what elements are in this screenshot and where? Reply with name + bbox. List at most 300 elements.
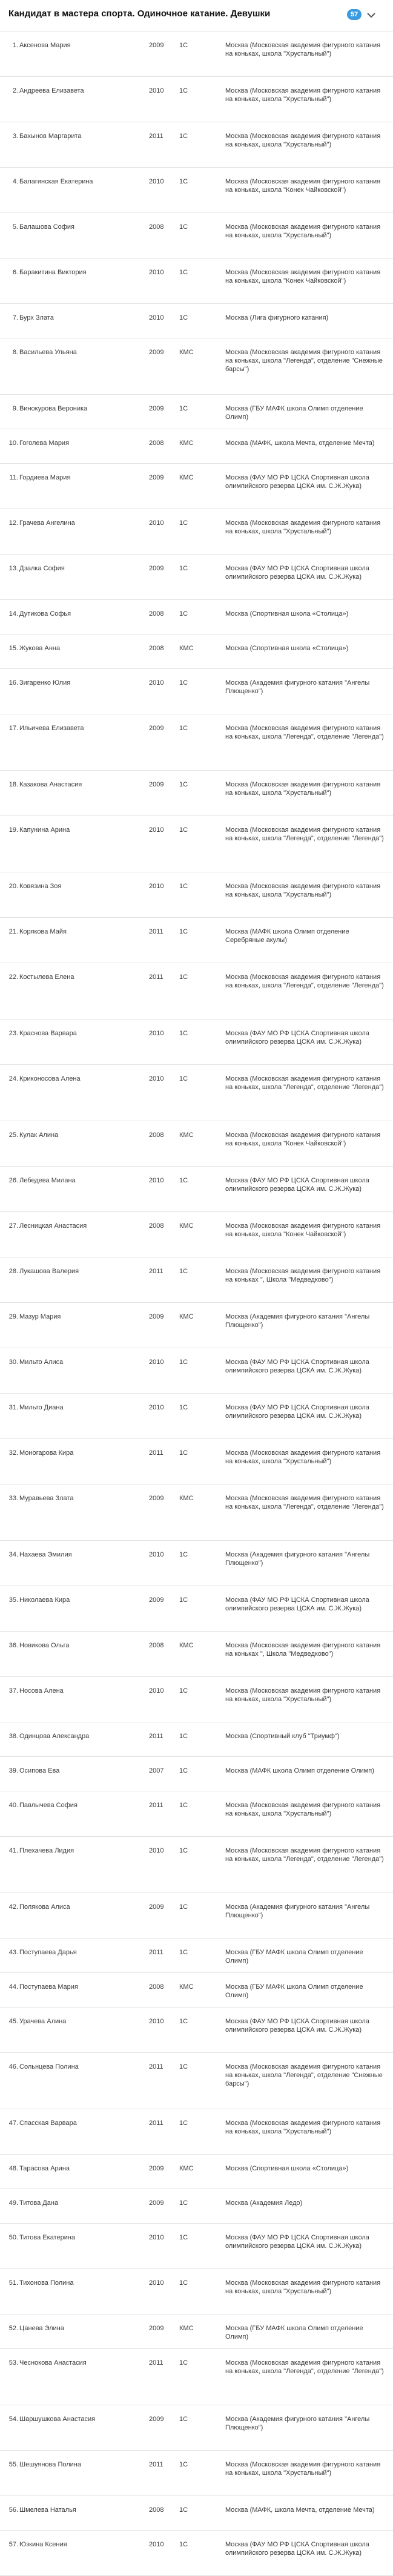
list-item	[0, 1065, 393, 1121]
organization: Москва (Московская академия фигурного катания на коньках, школа "Хрустальный")	[225, 2279, 381, 2295]
list-item	[0, 1939, 393, 1973]
row-number: 5.	[12, 223, 18, 231]
list-item	[0, 1348, 393, 1394]
row-number: 45.	[8, 2018, 18, 2025]
row-number: 16.	[8, 679, 18, 687]
athlete-name: Лебедева Милана	[19, 1177, 76, 1184]
athlete-name: Зигаренко Юлия	[19, 679, 71, 687]
row-number: 48.	[8, 2165, 18, 2172]
birth-year: 2010	[149, 679, 164, 687]
organization: Москва (ГБУ МАФК школа Олимп отделение Олимп)	[225, 405, 363, 421]
birth-year: 2010	[149, 1359, 164, 1366]
sport-rank: 1С	[179, 314, 188, 321]
athlete-name: Цанева Элина	[19, 2325, 64, 2332]
sport-rank: 1С	[179, 928, 188, 935]
list-item	[0, 1121, 393, 1167]
athlete-name: Сольнцева Полина	[19, 2063, 79, 2070]
row-number: 36.	[8, 1642, 18, 1649]
row-number: 46.	[8, 2063, 18, 2070]
row-number: 37.	[8, 1687, 18, 1695]
list-item	[0, 2451, 393, 2496]
row-number: 49.	[8, 2199, 18, 2207]
sport-rank: 1С	[179, 87, 188, 94]
sport-rank: 1С	[179, 42, 188, 49]
birth-year: 2009	[149, 1313, 164, 1320]
row-number: 22.	[8, 973, 18, 981]
birth-year: 2011	[149, 1949, 163, 1956]
athlete-name: Винокурова Вероника	[19, 405, 88, 412]
athlete-name: Новикова Ольга	[19, 1642, 70, 1649]
sport-rank: 1С	[179, 1767, 188, 1774]
row-number: 35.	[8, 1596, 18, 1604]
sport-rank: 1С	[179, 223, 188, 231]
sport-rank: 1С	[179, 269, 188, 276]
organization: Москва (Московская академия фигурного катания на коньках, школа "Хрустальный")	[225, 2461, 381, 2477]
organization: Москва (Московская академия фигурного катания на коньках, школа "Легенда", отделение "Легенда")	[225, 973, 384, 989]
row-number: 3.	[12, 133, 18, 140]
birth-year: 2011	[149, 2359, 163, 2367]
organization: Москва (Московская академия фигурного катания на коньках, школа "Хрустальный")	[225, 1687, 381, 1703]
athlete-name: Казакова Анастасия	[19, 781, 82, 788]
list-item	[0, 1394, 393, 1439]
sport-rank: 1С	[179, 565, 188, 572]
row-number: 10.	[8, 440, 18, 447]
row-number: 7.	[12, 314, 18, 321]
birth-year: 2011	[149, 2120, 163, 2127]
organization: Москва (Московская академия фигурного катания на коньках, школа "Хрустальный")	[225, 1449, 381, 1465]
birth-year: 2011	[149, 1802, 163, 1809]
list-item	[0, 2531, 393, 2576]
organization: Москва (Академия Ледо)	[225, 2199, 303, 2207]
birth-year: 2009	[149, 474, 164, 481]
athlete-name: Титова Екатерина	[19, 2234, 76, 2241]
birth-year: 2008	[149, 1132, 164, 1139]
list-item	[0, 872, 393, 918]
sport-rank: 1С	[179, 610, 188, 618]
athlete-name: Полякова Алиса	[19, 1903, 70, 1911]
birth-year: 2011	[149, 928, 163, 935]
birth-year: 2010	[149, 87, 164, 94]
organization: Москва (МАФК школа Олимп отделение Олимп)	[225, 1767, 374, 1774]
athlete-name: Лукашова Валерия	[19, 1268, 79, 1275]
sport-rank: КМС	[179, 440, 194, 447]
organization: Москва (Академия фигурного катания "Ангелы Плющенко")	[225, 1551, 370, 1567]
athlete-name: Бурх Злата	[19, 314, 54, 321]
organization: Москва (Московская академия фигурного катания на коньках, школа "Легенда", отделение "Легенда")	[225, 1075, 384, 1091]
list-item	[0, 714, 393, 771]
athlete-name: Спасская Варвара	[19, 2120, 77, 2127]
sport-rank: КМС	[179, 474, 194, 481]
row-number: 1.	[12, 42, 18, 49]
sport-rank: КМС	[179, 349, 194, 356]
birth-year: 2011	[149, 973, 163, 981]
list-item	[0, 1439, 393, 1484]
athlete-name: Нахаева Эмилия	[19, 1551, 72, 1558]
athlete-name: Баракитина Виктория	[19, 269, 87, 276]
row-number: 51.	[8, 2279, 18, 2287]
list-item	[0, 464, 393, 509]
athlete-name: Поступаева Мария	[19, 1983, 78, 1991]
athlete-name: Бахынов Маргарита	[19, 133, 82, 140]
sport-rank: 1С	[179, 1030, 188, 1037]
sport-rank: 1С	[179, 2461, 188, 2468]
row-number: 29.	[8, 1313, 18, 1320]
athlete-name: Дзалка София	[19, 565, 65, 572]
row-number: 57.	[8, 2541, 18, 2548]
organization: Москва (Лига фигурного катания)	[225, 314, 329, 321]
row-number: 23.	[8, 1030, 18, 1037]
birth-year: 2011	[149, 1733, 163, 1740]
athlete-name: Ильичева Елизавета	[19, 725, 84, 732]
row-number: 25.	[8, 1132, 18, 1139]
athlete-name: Криконосова Алена	[19, 1075, 81, 1082]
sport-rank: 1С	[179, 725, 188, 732]
birth-year: 2009	[149, 2325, 164, 2332]
sport-rank: 1С	[179, 2063, 188, 2070]
count-badge: 57	[347, 9, 362, 20]
sport-rank: 1С	[179, 2416, 188, 2423]
birth-year: 2009	[149, 2199, 164, 2207]
birth-year: 2011	[149, 1449, 163, 1457]
list-item	[0, 2314, 393, 2349]
athlete-name: Поступаева Дарья	[19, 1949, 77, 1956]
organization: Москва (ФАУ МО РФ ЦСКА Спортивная школа олимпийского резерва ЦСКА им. С.Ж.Жука)	[225, 2018, 369, 2034]
organization: Москва (Московская академия фигурного катания на коньках, школа "Легенда", отделение "Легенда")	[225, 1847, 384, 1863]
sport-rank: 1С	[179, 679, 188, 687]
sport-rank: КМС	[179, 1642, 194, 1649]
birth-year: 2010	[149, 826, 164, 834]
row-number: 41.	[8, 1847, 18, 1854]
sport-rank: КМС	[179, 645, 194, 652]
sport-rank: КМС	[179, 1983, 194, 1991]
list-item	[0, 600, 393, 634]
birth-year: 2010	[149, 1404, 164, 1411]
list-item	[0, 2189, 393, 2224]
birth-year: 2008	[149, 440, 164, 447]
row-number: 30.	[8, 1359, 18, 1366]
athlete-name: Аксенова Мария	[19, 42, 71, 49]
sport-rank: 1С	[179, 405, 188, 412]
athlete-name: Тихонова Полина	[19, 2279, 74, 2287]
sport-rank: 1С	[179, 2279, 188, 2287]
organization: Москва (Академия фигурного катания "Ангелы Плющенко")	[225, 1903, 370, 1919]
sport-rank: 1С	[179, 826, 188, 834]
athlete-name: Балагинская Екатерина	[19, 178, 93, 185]
sport-rank: 1С	[179, 1404, 188, 1411]
list-item	[0, 1791, 393, 1837]
athlete-name: Моногарова Кира	[19, 1449, 74, 1457]
row-number: 38.	[8, 1733, 18, 1740]
birth-year: 2008	[149, 1642, 164, 1649]
list-item	[0, 2008, 393, 2053]
birth-year: 2008	[149, 2506, 164, 2514]
birth-year: 2009	[149, 781, 164, 788]
sport-rank: КМС	[179, 1222, 194, 1230]
organization: Москва (МАФК, школа Мечта, отделение Мечта)	[225, 2506, 375, 2514]
organization: Москва (Московская академия фигурного катания на коньках, школа "Конек Чайковской")	[225, 1222, 381, 1238]
list-item	[0, 1893, 393, 1939]
row-number: 34.	[8, 1551, 18, 1558]
sport-rank: 1С	[179, 519, 188, 527]
row-number: 47.	[8, 2120, 18, 2127]
list-item	[0, 1757, 393, 1791]
birth-year: 2010	[149, 519, 164, 527]
athlete-name: Гоголева Мария	[19, 440, 70, 447]
athlete-name: Корякова Майя	[19, 928, 67, 935]
birth-year: 2011	[149, 1268, 163, 1275]
athlete-name: Андреева Елизавета	[19, 87, 84, 94]
birth-year: 2010	[149, 883, 164, 890]
row-number: 14.	[8, 610, 18, 618]
sport-rank: КМС	[179, 2325, 194, 2332]
organization: Москва (Московская академия фигурного катания на коньках, школа "Хрустальный")	[225, 133, 381, 148]
row-number: 40.	[8, 1802, 18, 1809]
birth-year: 2010	[149, 1687, 164, 1695]
sport-rank: КМС	[179, 2165, 194, 2172]
list-item	[0, 31, 393, 77]
sport-rank: 1С	[179, 1949, 188, 1956]
list-item	[0, 1484, 393, 1541]
organization: Москва (ГБУ МАФК школа Олимп отделение Олимп)	[225, 1949, 363, 1965]
row-number: 39.	[8, 1767, 18, 1774]
birth-year: 2007	[149, 1767, 164, 1774]
athlete-name: Жукова Анна	[19, 645, 61, 652]
organization: Москва (ФАУ МО РФ ЦСКА Спортивная школа олимпийского резерва ЦСКА им. С.Ж.Жука)	[225, 2234, 369, 2250]
list-item	[0, 2053, 393, 2109]
birth-year: 2009	[149, 405, 164, 412]
row-number: 11.	[9, 474, 18, 481]
birth-year: 2008	[149, 1222, 164, 1230]
organization: Москва (Московская академия фигурного катания на коньках, школа "Хрустальный")	[225, 42, 381, 58]
row-number: 12.	[8, 519, 18, 527]
birth-year: 2008	[149, 223, 164, 231]
sport-rank: КМС	[179, 1132, 194, 1139]
birth-year: 2010	[149, 2541, 164, 2548]
birth-year: 2010	[149, 1177, 164, 1184]
organization: Москва (Московская академия фигурного катания на коньках, школа "Легенда", отделение "Легенда")	[225, 725, 384, 740]
organization: Москва (Московская академия фигурного катания на коньках, школа "Легенда", отделение "Снежные барсы")	[225, 2063, 383, 2087]
birth-year: 2010	[149, 1075, 164, 1082]
birth-year: 2009	[149, 1596, 164, 1604]
organization: Москва (Академия фигурного катания "Ангелы Плющенко")	[225, 1313, 370, 1329]
section-title: Кандидат в мастера спорта. Одиночное катание. Девушки	[8, 8, 271, 19]
row-number: 53.	[8, 2359, 18, 2367]
organization: Москва (Спортивная школа «Столица»)	[225, 610, 349, 618]
athlete-name: Краснова Варвара	[19, 1030, 77, 1037]
birth-year: 2011	[149, 2461, 163, 2468]
list-item	[0, 2269, 393, 2314]
organization: Москва (Московская академия фигурного катания на коньках, школа "Легенда", отделение "Легенда")	[225, 826, 384, 842]
row-number: 50.	[8, 2234, 18, 2241]
list-item	[0, 122, 393, 168]
sport-rank: 1С	[179, 883, 188, 890]
organization: Москва (Московская академия фигурного катания на коньках, школа "Хрустальный")	[225, 223, 381, 239]
athlete-name: Капунина Арина	[19, 826, 70, 834]
list-item	[0, 338, 393, 395]
birth-year: 2010	[149, 1030, 164, 1037]
sport-rank: 1С	[179, 973, 188, 981]
organization: Москва (Спортивный клуб "Триумф")	[225, 1733, 340, 1740]
list-item	[0, 2496, 393, 2531]
list-item	[0, 1677, 393, 1722]
birth-year: 2010	[149, 178, 164, 185]
list-item	[0, 963, 393, 1020]
sport-rank: 1С	[179, 1687, 188, 1695]
row-number: 4.	[12, 178, 18, 185]
athlete-name: Носова Алена	[19, 1687, 64, 1695]
birth-year: 2009	[149, 42, 164, 49]
list-item	[0, 429, 393, 464]
row-number: 8.	[12, 349, 18, 356]
organization: Москва (Московская академия фигурного катания на коньках, школа "Легенда", отделение "Легенда")	[225, 1495, 384, 1510]
athlete-name: Мильто Диана	[19, 1404, 64, 1411]
row-number: 6.	[12, 269, 18, 276]
chevron-down-icon[interactable]	[365, 8, 378, 22]
list-item	[0, 213, 393, 259]
row-number: 20.	[8, 883, 18, 890]
list-item	[0, 816, 393, 872]
athlete-name: Васильева Ульяна	[19, 349, 77, 356]
row-number: 56.	[8, 2506, 18, 2514]
athlete-name: Лесницкая Анастасия	[19, 1222, 87, 1230]
row-number: 52.	[8, 2325, 18, 2332]
athlete-name: Осипова Ева	[19, 1767, 60, 1774]
list-item	[0, 2224, 393, 2269]
organization: Москва (ФАУ МО РФ ЦСКА Спортивная школа олимпийского резерва ЦСКА им. С.Ж.Жука)	[225, 565, 369, 581]
organization: Москва (Академия фигурного катания "Ангелы Плющенко")	[225, 2416, 370, 2431]
row-number: 9.	[12, 405, 18, 412]
row-number: 17.	[8, 725, 18, 732]
row-number: 2.	[12, 87, 18, 94]
sport-rank: 1С	[179, 2120, 188, 2127]
row-number: 28.	[8, 1268, 18, 1275]
organization: Москва (Академия фигурного катания "Ангелы Плющенко")	[225, 679, 370, 695]
sport-rank: 1С	[179, 178, 188, 185]
organization: Москва (Московская академия фигурного катания на коньках, школа "Хрустальный")	[225, 519, 381, 535]
athlete-name: Ковязина Зоя	[19, 883, 62, 890]
list-item	[0, 1303, 393, 1348]
sport-rank: 1С	[179, 781, 188, 788]
sport-rank: 1С	[179, 1847, 188, 1854]
sport-rank: 1С	[179, 1551, 188, 1558]
athlete-name: Чеснокова Анастасия	[19, 2359, 87, 2367]
birth-year: 2008	[149, 610, 164, 618]
list-item	[0, 259, 393, 304]
list-item	[0, 1586, 393, 1632]
sport-rank: 1С	[179, 2506, 188, 2514]
organization: Москва (ФАУ МО РФ ЦСКА Спортивная школа олимпийского резерва ЦСКА им. С.Ж.Жука)	[225, 474, 369, 490]
organization: Москва (ГБУ МАФК школа Олимп отделение Олимп)	[225, 2325, 363, 2340]
organization: Москва (ГБУ МАФК школа Олимп отделение Олимп)	[225, 1983, 363, 1999]
row-number: 19.	[8, 826, 18, 834]
sport-rank: КМС	[179, 1495, 194, 1502]
organization: Москва (Спортивная школа «Столица»)	[225, 645, 349, 652]
organization: Москва (Московская академия фигурного катания на коньках, школа "Хрустальный")	[225, 87, 381, 103]
athlete-name: Балашова София	[19, 223, 74, 231]
list-item	[0, 395, 393, 429]
athlete-name: Юзкина Ксения	[19, 2541, 67, 2548]
organization: Москва (ФАУ МО РФ ЦСКА Спортивная школа олимпийского резерва ЦСКА им. С.Ж.Жука)	[225, 1596, 369, 1612]
organization: Москва (Московская академия фигурного катания на коньках, школа "Легенда", отделение "Снежные барсы")	[225, 349, 383, 373]
athlete-name: Титова Дана	[19, 2199, 59, 2207]
birth-year: 2011	[149, 133, 163, 140]
sport-rank: 1С	[179, 1075, 188, 1082]
organization: Москва (ФАУ МО РФ ЦСКА Спортивная школа олимпийского резерва ЦСКА им. С.Ж.Жука)	[225, 1030, 369, 1046]
birth-year: 2009	[149, 2416, 164, 2423]
athlete-name: Шаршушкова Анастасия	[19, 2416, 96, 2423]
row-number: 43.	[8, 1949, 18, 1956]
section-header[interactable]	[0, 0, 393, 32]
sport-rank: 1С	[179, 1177, 188, 1184]
birth-year: 2009	[149, 1903, 164, 1911]
sport-rank: 1С	[179, 1449, 188, 1457]
organization: Москва (Московская академия фигурного катания на коньках, школа "Конек Чайковской")	[225, 1132, 381, 1147]
birth-year: 2009	[149, 349, 164, 356]
row-number: 27.	[8, 1222, 18, 1230]
sport-rank: 1С	[179, 2018, 188, 2025]
athlete-name: Кулак Алина	[19, 1132, 59, 1139]
row-number: 55.	[8, 2461, 18, 2468]
athlete-name: Тарасова Арина	[19, 2165, 70, 2172]
row-number: 15.	[8, 645, 18, 652]
athlete-name: Мильто Алиса	[19, 1359, 64, 1366]
row-number: 18.	[8, 781, 18, 788]
list-item	[0, 2155, 393, 2189]
athlete-name: Грачева Ангелина	[19, 519, 75, 527]
list-item	[0, 1837, 393, 1893]
sport-rank: 1С	[179, 1802, 188, 1809]
athlete-name: Шешуянова Полина	[19, 2461, 81, 2468]
list-item	[0, 918, 393, 963]
athlete-name: Мазур Мария	[19, 1313, 61, 1320]
list-item	[0, 1541, 393, 1586]
birth-year: 2011	[149, 2063, 163, 2070]
birth-year: 2009	[149, 725, 164, 732]
list-item	[0, 1973, 393, 2008]
list-item	[0, 1020, 393, 1065]
athlete-name: Муравьева Злата	[19, 1495, 74, 1502]
organization: Москва (Московская академия фигурного катания на коньках, школа "Конек Чайковской")	[225, 269, 381, 285]
list-item	[0, 77, 393, 122]
row-number: 21.	[8, 928, 18, 935]
sport-rank: 1С	[179, 1903, 188, 1911]
sport-rank: 1С	[179, 2541, 188, 2548]
row-number: 33.	[8, 1495, 18, 1502]
organization: Москва (Московская академия фигурного катания на коньках, школа "Легенда", отделение "Легенда")	[225, 2359, 384, 2375]
organization: Москва (Московская академия фигурного катания на коньках ", Школа "Медведково")	[225, 1642, 381, 1658]
organization: Москва (МАФК, школа Мечта, отделение Мечта)	[225, 440, 375, 447]
birth-year: 2010	[149, 2234, 164, 2241]
athlete-name: Дутикова Софья	[19, 610, 71, 618]
row-number: 13.	[8, 565, 18, 572]
organization: Москва (Московская академия фигурного катания на коньках, школа "Хрустальный")	[225, 883, 381, 898]
list-item	[0, 771, 393, 816]
row-number: 24.	[8, 1075, 18, 1082]
list-item	[0, 634, 393, 669]
sport-rank: КМС	[179, 1313, 194, 1320]
list-item	[0, 555, 393, 600]
athlete-name: Павлычева София	[19, 1802, 78, 1809]
list-item	[0, 1632, 393, 1677]
birth-year: 2010	[149, 314, 164, 321]
list-item	[0, 1212, 393, 1257]
sport-rank: 1С	[179, 1268, 188, 1275]
list-item	[0, 304, 393, 338]
sport-rank: 1С	[179, 1596, 188, 1604]
birth-year: 2008	[149, 645, 164, 652]
list-item	[0, 1167, 393, 1212]
list-item	[0, 2349, 393, 2405]
